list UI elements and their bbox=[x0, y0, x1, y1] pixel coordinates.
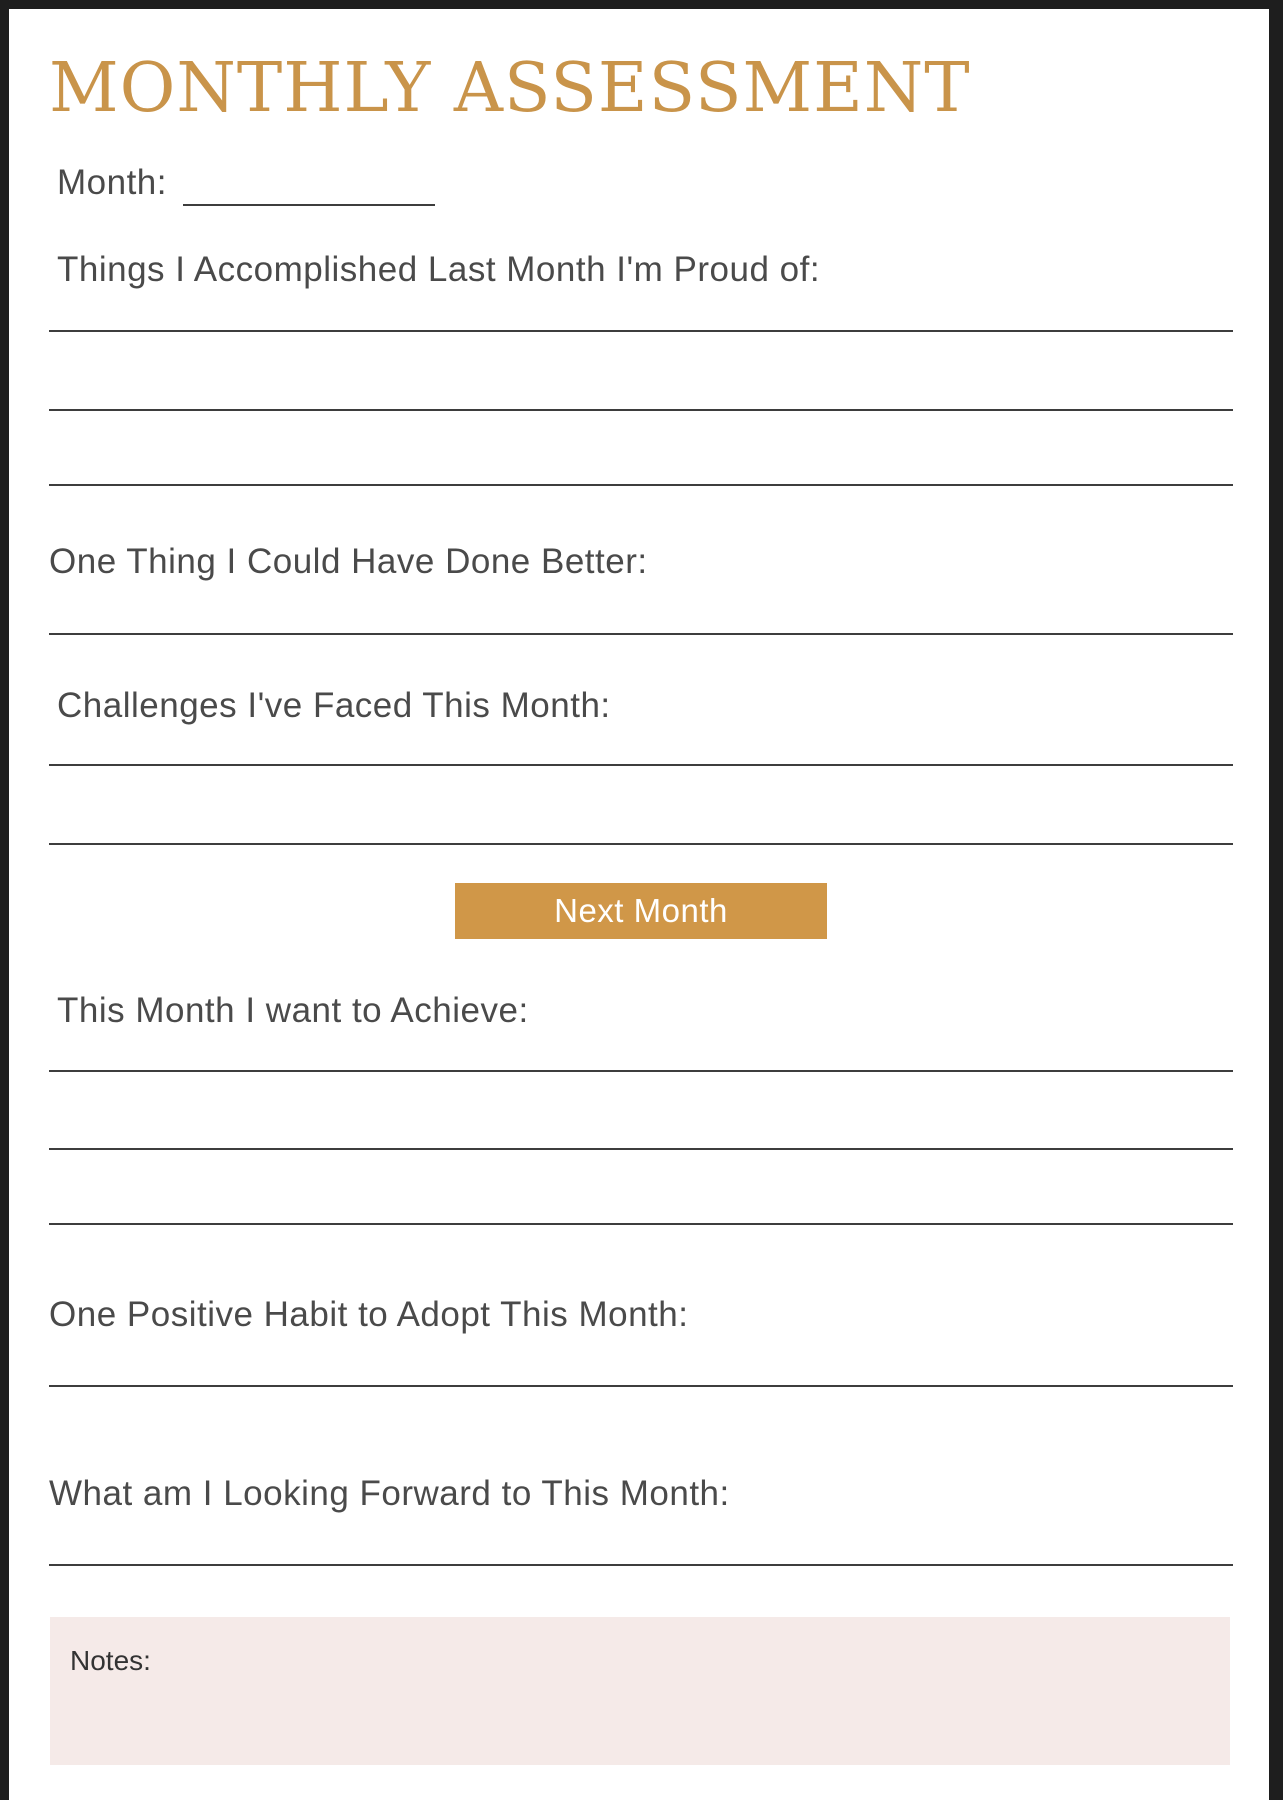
habit-label: One Positive Habit to Adopt This Month: bbox=[49, 1295, 689, 1334]
page-title: MONTHLY ASSESSMENT bbox=[49, 49, 971, 128]
better-label: One Thing I Could Have Done Better: bbox=[49, 542, 648, 581]
month-label: Month: bbox=[57, 163, 167, 202]
habit-line-1[interactable] bbox=[49, 1385, 1233, 1387]
month-field[interactable] bbox=[183, 204, 435, 206]
forward-line-1[interactable] bbox=[49, 1564, 1233, 1566]
achieve-line-1[interactable] bbox=[49, 1070, 1233, 1072]
achieve-line-3[interactable] bbox=[49, 1223, 1233, 1225]
assessment-page bbox=[9, 9, 1269, 1800]
proud-line-2[interactable] bbox=[49, 409, 1233, 411]
notes-label: Notes: bbox=[70, 1645, 151, 1676]
proud-label: Things I Accomplished Last Month I'm Proud of: bbox=[57, 250, 821, 289]
next-month-button[interactable]: Next Month bbox=[455, 883, 827, 939]
proud-line-1[interactable] bbox=[49, 330, 1233, 332]
challenges-line-1[interactable] bbox=[49, 764, 1233, 766]
achieve-line-2[interactable] bbox=[49, 1148, 1233, 1150]
challenges-label: Challenges I've Faced This Month: bbox=[57, 686, 611, 725]
achieve-label: This Month I want to Achieve: bbox=[57, 991, 529, 1030]
forward-label: What am I Looking Forward to This Month: bbox=[49, 1474, 730, 1513]
challenges-line-2[interactable] bbox=[49, 843, 1233, 845]
proud-line-3[interactable] bbox=[49, 484, 1233, 486]
better-line-1[interactable] bbox=[49, 633, 1233, 635]
notes-box[interactable] bbox=[50, 1617, 1230, 1765]
